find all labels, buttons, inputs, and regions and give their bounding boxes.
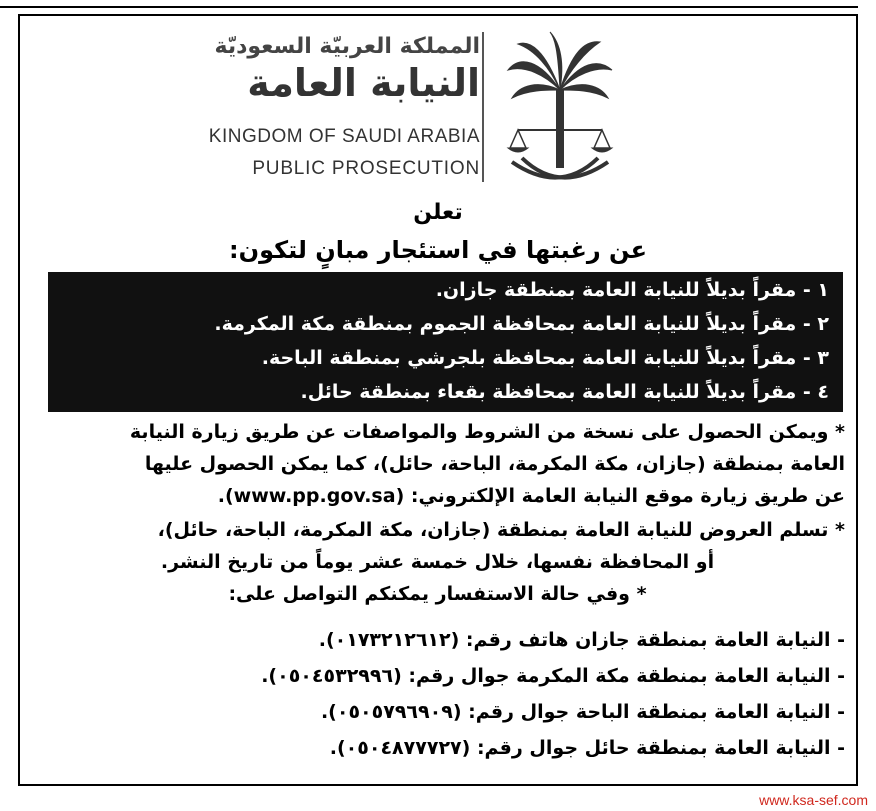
location-item: ٤ - مقراً بديلاً للنيابة العامة بمحافظة بقعاء بمنطقة حائل. (300, 381, 829, 403)
contact-line-hail: - النيابة العامة بمنطقة حائل جوال رقم: (٠٥٠٤٨٧٧٧٢٧). (329, 737, 845, 759)
location-item: ٢ - مقراً بديلاً للنيابة العامة بمحافظة الجموم بمنطقة مكة المكرمة. (214, 313, 829, 335)
location-item: ٣ - مقراً بديلاً للنيابة العامة بمحافظة بلجرشي بمنطقة الباحة. (261, 347, 829, 369)
logo-divider (482, 32, 484, 182)
location-item: ١ - مقراً بديلاً للنيابة العامة بمنطقة جازان. (435, 279, 829, 301)
note-line: * ويمكن الحصول على نسخة من الشروط والمواصفات عن طريق زيارة النيابة (129, 421, 845, 443)
site-watermark: www.ksa-sef.com (759, 792, 868, 808)
contact-line-baha: - النيابة العامة بمنطقة الباحة جوال رقم: (٠٥٠٥٧٩٦٩٠٩). (320, 701, 845, 723)
note-line: العامة بمنطقة (جازان، مكة المكرمة، الباحة، حائل)، كما يمكن الحصول عليها (144, 453, 845, 475)
note-line: * وفي حالة الاستفسار يمكنكم التواصل على: (228, 583, 647, 605)
palm-swords-scales-emblem-icon (500, 30, 620, 190)
locations-box (48, 272, 843, 412)
note-line: * تسلم العروض للنيابة العامة بمنطقة (جازان، مكة المكرمة، الباحة، حائل)، (157, 519, 845, 541)
website-note-line: عن طريق زيارة موقع النيابة العامة الإلكتروني: (www.pp.gov.sa). (217, 485, 845, 507)
note-line: أو المحافظة نفسها، خلال خمسة عشر يوماً من تاريخ النشر. (160, 551, 715, 573)
announcement-title: تعلن (413, 200, 463, 225)
arabic-kingdom-name: المملكة العربيّة السعوديّة (214, 34, 480, 59)
arabic-organization-name: النيابة العامة (247, 61, 480, 105)
announcement-subtitle: عن رغبتها في استئجار مبانٍ لتكون: (228, 236, 648, 264)
top-rule (0, 6, 858, 8)
contact-line-jazan: - النيابة العامة بمنطقة جازان هاتف رقم: (٠١٧٣٢١٢٦١٢). (318, 629, 845, 651)
english-kingdom-name: KINGDOM OF SAUDI ARABIA (208, 126, 480, 147)
english-organization-name: PUBLIC PROSECUTION (252, 158, 480, 179)
contact-line-makkah: - النيابة العامة بمنطقة مكة المكرمة جوال رقم: (٠٥٠٤٥٣٢٩٩٦). (261, 665, 845, 687)
